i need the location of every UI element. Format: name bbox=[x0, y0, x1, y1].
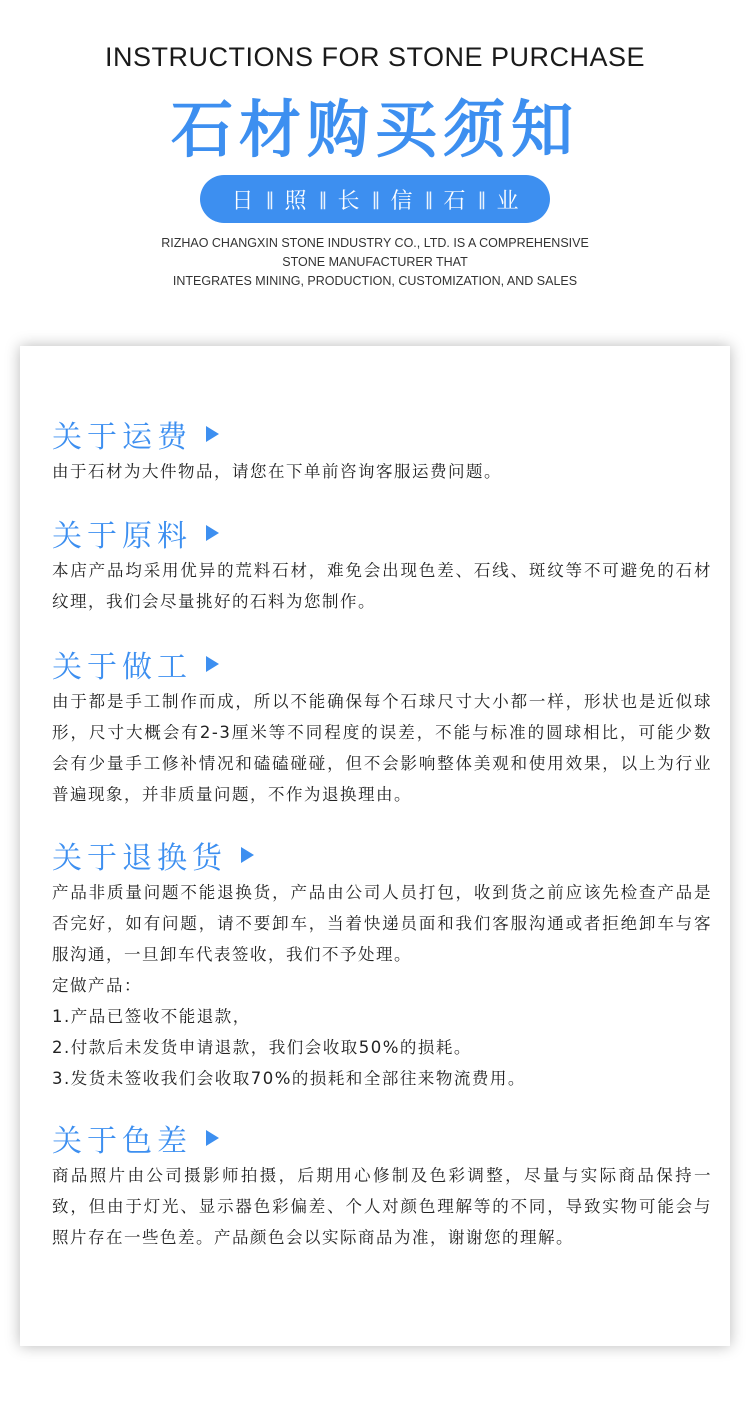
chinese-title: 石材购买须知 bbox=[170, 93, 579, 166]
section-title bbox=[52, 412, 712, 456]
triangle-right-icon bbox=[206, 426, 219, 442]
section-title-text: 关于原料 bbox=[52, 519, 192, 554]
section-body bbox=[52, 877, 712, 1094]
paragraph: 定做产品： bbox=[52, 976, 142, 995]
section-body bbox=[52, 555, 712, 617]
pill-char: 业 bbox=[496, 188, 519, 214]
pill-separator: ‖ bbox=[371, 188, 379, 210]
section-title bbox=[52, 642, 712, 686]
section-body bbox=[52, 686, 712, 810]
triangle-right-icon bbox=[206, 656, 219, 672]
section-title bbox=[52, 511, 712, 555]
paragraph: 1.产品已签收不能退款， bbox=[52, 1007, 251, 1026]
section-title-text: 关于退换货 bbox=[52, 841, 227, 876]
section-body bbox=[52, 1160, 712, 1253]
section-body bbox=[52, 456, 712, 487]
section-workmanship bbox=[52, 642, 712, 810]
notice-card bbox=[20, 346, 730, 1346]
section-title-text: 关于做工 bbox=[52, 650, 192, 685]
pill-separator: ‖ bbox=[265, 188, 273, 210]
section-title-text: 关于运费 bbox=[52, 420, 192, 455]
pill-separator: ‖ bbox=[477, 188, 485, 210]
pill-char: 日 bbox=[231, 188, 254, 214]
company-description bbox=[0, 234, 750, 291]
company-line: INTEGRATES MINING, PRODUCTION, CUSTOMIZATION, AND SALES bbox=[172, 274, 578, 288]
paragraph: 3.发货未签收我们会收取70%的损耗和全部往来物流费用。 bbox=[52, 1069, 526, 1088]
section-materials bbox=[52, 511, 712, 617]
section-returns bbox=[52, 833, 712, 1094]
pill-char: 照 bbox=[284, 188, 307, 214]
paragraph: 本店产品均采用优异的荒料石材，难免会出现色差、石线、斑纹等不可避免的石材纹理，我们会尽量挑好的石料为您制作。 bbox=[52, 561, 712, 611]
company-name-pill bbox=[200, 175, 550, 223]
company-line: RIZHAO CHANGXIN STONE INDUSTRY CO., LTD. IS A COMPREHENSIVE bbox=[161, 236, 589, 250]
company-line: STONE MANUFACTURER THAT bbox=[282, 255, 468, 269]
section-shipping bbox=[52, 412, 712, 487]
section-title bbox=[52, 1116, 712, 1160]
triangle-right-icon bbox=[206, 525, 219, 541]
pill-separator: ‖ bbox=[318, 188, 326, 210]
section-title-text: 关于色差 bbox=[52, 1124, 192, 1159]
section-color-difference bbox=[52, 1116, 712, 1253]
pill-char: 信 bbox=[390, 188, 413, 214]
triangle-right-icon bbox=[241, 847, 254, 863]
pill-char: 长 bbox=[337, 188, 360, 214]
pill-char: 石 bbox=[443, 188, 466, 214]
pill-separator: ‖ bbox=[424, 188, 432, 210]
english-title: INSTRUCTIONS FOR STONE PURCHASE bbox=[104, 42, 646, 72]
paragraph: 2.付款后未发货申请退款，我们会收取50%的损耗。 bbox=[52, 1038, 472, 1057]
section-title bbox=[52, 833, 712, 877]
header bbox=[0, 0, 750, 330]
paragraph: 产品非质量问题不能退换货，产品由公司人员打包，收到货之前应该先检查产品是否完好，如有问题，请不要卸车，当着快递员面和我们客服沟通或者拒绝卸车与客服沟通，一旦卸车代表签收，我们不予处理。 bbox=[52, 883, 712, 964]
paragraph: 由于石材为大件物品，请您在下单前咨询客服运费问题。 bbox=[52, 462, 502, 481]
paragraph: 商品照片由公司摄影师拍摄，后期用心修制及色彩调整，尽量与实际商品保持一致，但由于灯光、显示器色彩偏差、个人对颜色理解等的不同，导致实物可能会与照片存在一些色差。产品颜色会以实际商品为准，谢谢您的理解。 bbox=[52, 1166, 712, 1247]
triangle-right-icon bbox=[206, 1130, 219, 1146]
paragraph: 由于都是手工制作而成，所以不能确保每个石球尺寸大小都一样，形状也是近似球形，尺寸大概会有2-3厘米等不同程度的误差，不能与标准的圆球相比，可能少数会有少量手工修补情况和磕磕碰碰，但不会影响整体美观和使用效果，以上为行业普遍现象，并非质量问题，不作为退换理由。 bbox=[52, 692, 712, 804]
